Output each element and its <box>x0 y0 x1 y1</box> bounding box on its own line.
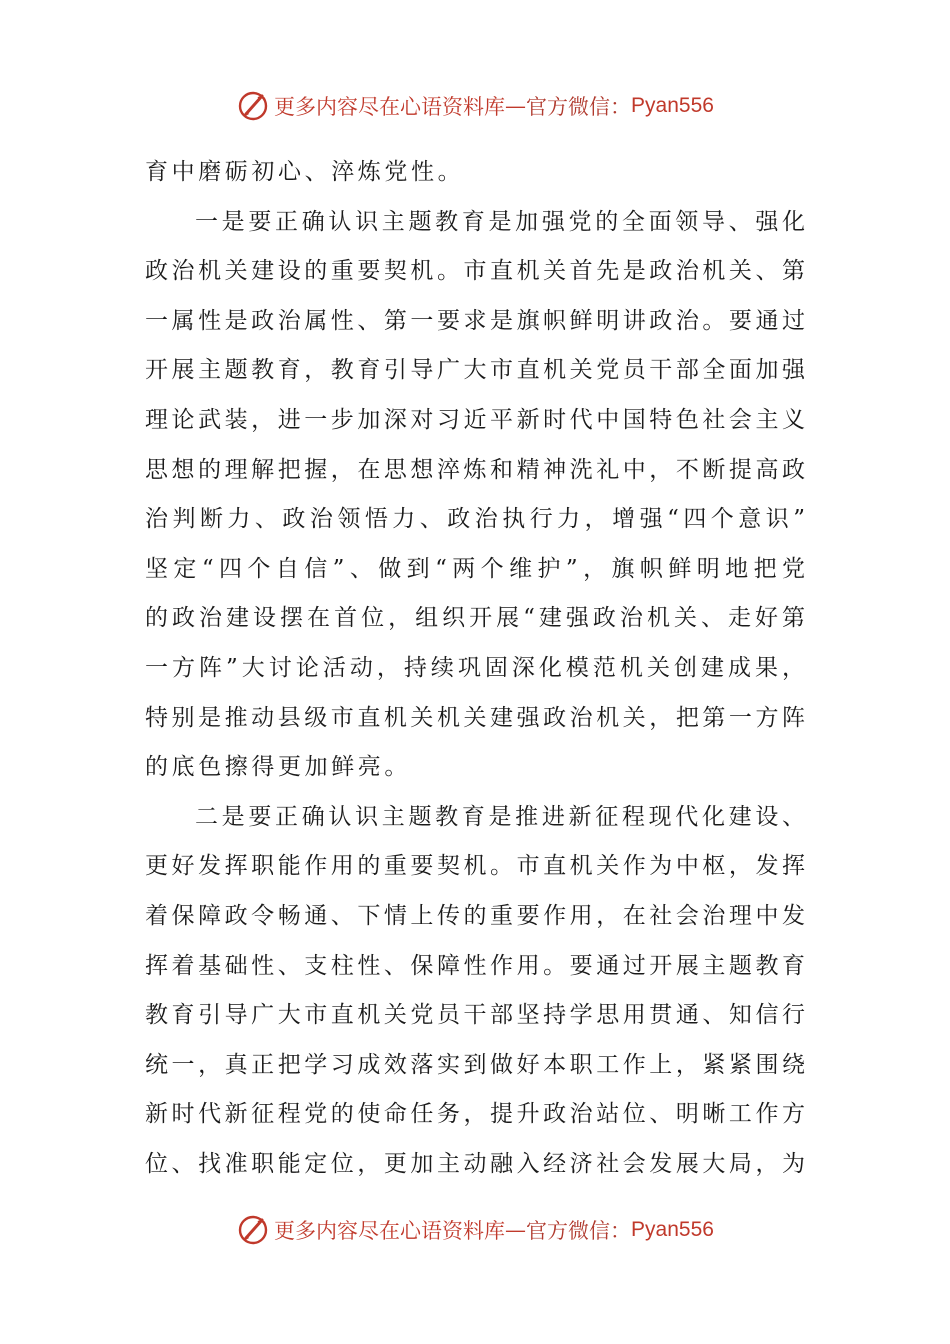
text-line: 挥着基础性、支柱性、保障性作用。要通过开展主题教育 <box>145 952 805 979</box>
text-line: 理论武装，进一步加深对习近平新时代中国特色社会主义 <box>145 406 805 433</box>
watermark-wechat-label: 官方微信： <box>526 95 632 119</box>
watermark-wechat-id: Pyan556 <box>631 94 714 117</box>
text-line: 坚定“四个自信”、做到“两个维护”，旗帜鲜明地把党 <box>145 555 805 582</box>
text-line: 一属性是政治属性、第一要求是旗帜鲜明讲政治。要通过 <box>145 307 805 334</box>
text-line: 着保障政令畅通、下情上传的重要作用，在社会治理中发 <box>145 902 805 929</box>
header-watermark <box>0 86 950 126</box>
text-line: 开展主题教育，教育引导广大市直机关党员干部全面加强 <box>145 357 805 384</box>
text-line: 新时代新征程党的使命任务，提升政治站位、明晰工作方 <box>145 1101 805 1128</box>
watermark-wechat-label: 官方微信： <box>526 1219 632 1243</box>
watermark-dash: — <box>505 1218 527 1242</box>
text-line: 的底色擦得更加鲜亮。 <box>145 754 411 781</box>
text-line: 一是要正确认识主题教育是加强党的全面领导、强化 <box>195 208 805 235</box>
text-line: 的政治建设摆在首位，组织开展“建强政治机关、走好第 <box>145 605 805 632</box>
text-line: 育中磨砺初心、淬炼党性。 <box>145 159 465 185</box>
text-line: 特别是推动县级市直机关机关建强政治机关，把第一方阵 <box>145 704 805 731</box>
watermark-site-text: 更多内容尽在心语资料库 <box>274 1219 506 1243</box>
watermark-dash: — <box>505 94 527 118</box>
document-body <box>145 148 805 1189</box>
watermark-wechat-id: Pyan556 <box>631 1218 714 1241</box>
text-line: 治判断力、政治领悟力、政治执行力，增强“四个意识” <box>145 506 805 533</box>
text-line: 一方阵”大讨论活动，持续巩固深化模范机关创建成果， <box>145 654 805 681</box>
pen-logo-icon <box>236 1213 270 1247</box>
text-line: 思想的理解把握，在思想淬炼和精神洗礼中，不断提高政 <box>145 456 805 483</box>
text-line: 更好发挥职能作用的重要契机。市直机关作为中枢，发挥 <box>145 853 805 880</box>
watermark-site-text: 更多内容尽在心语资料库 <box>274 95 506 119</box>
text-line: 二是要正确认识主题教育是推进新征程现代化建设、 <box>195 803 805 830</box>
text-line: 统一，真正把学习成效落实到做好本职工作上，紧紧围绕 <box>145 1051 805 1078</box>
text-line: 位、找准职能定位，更加主动融入经济社会发展大局，为 <box>145 1150 805 1177</box>
pen-logo-icon <box>236 89 270 123</box>
text-line: 政治机关建设的重要契机。市直机关首先是政治机关、第 <box>145 258 805 285</box>
text-line: 教育引导广大市直机关党员干部坚持学思用贯通、知信行 <box>145 1002 805 1029</box>
footer-watermark <box>0 1210 950 1250</box>
